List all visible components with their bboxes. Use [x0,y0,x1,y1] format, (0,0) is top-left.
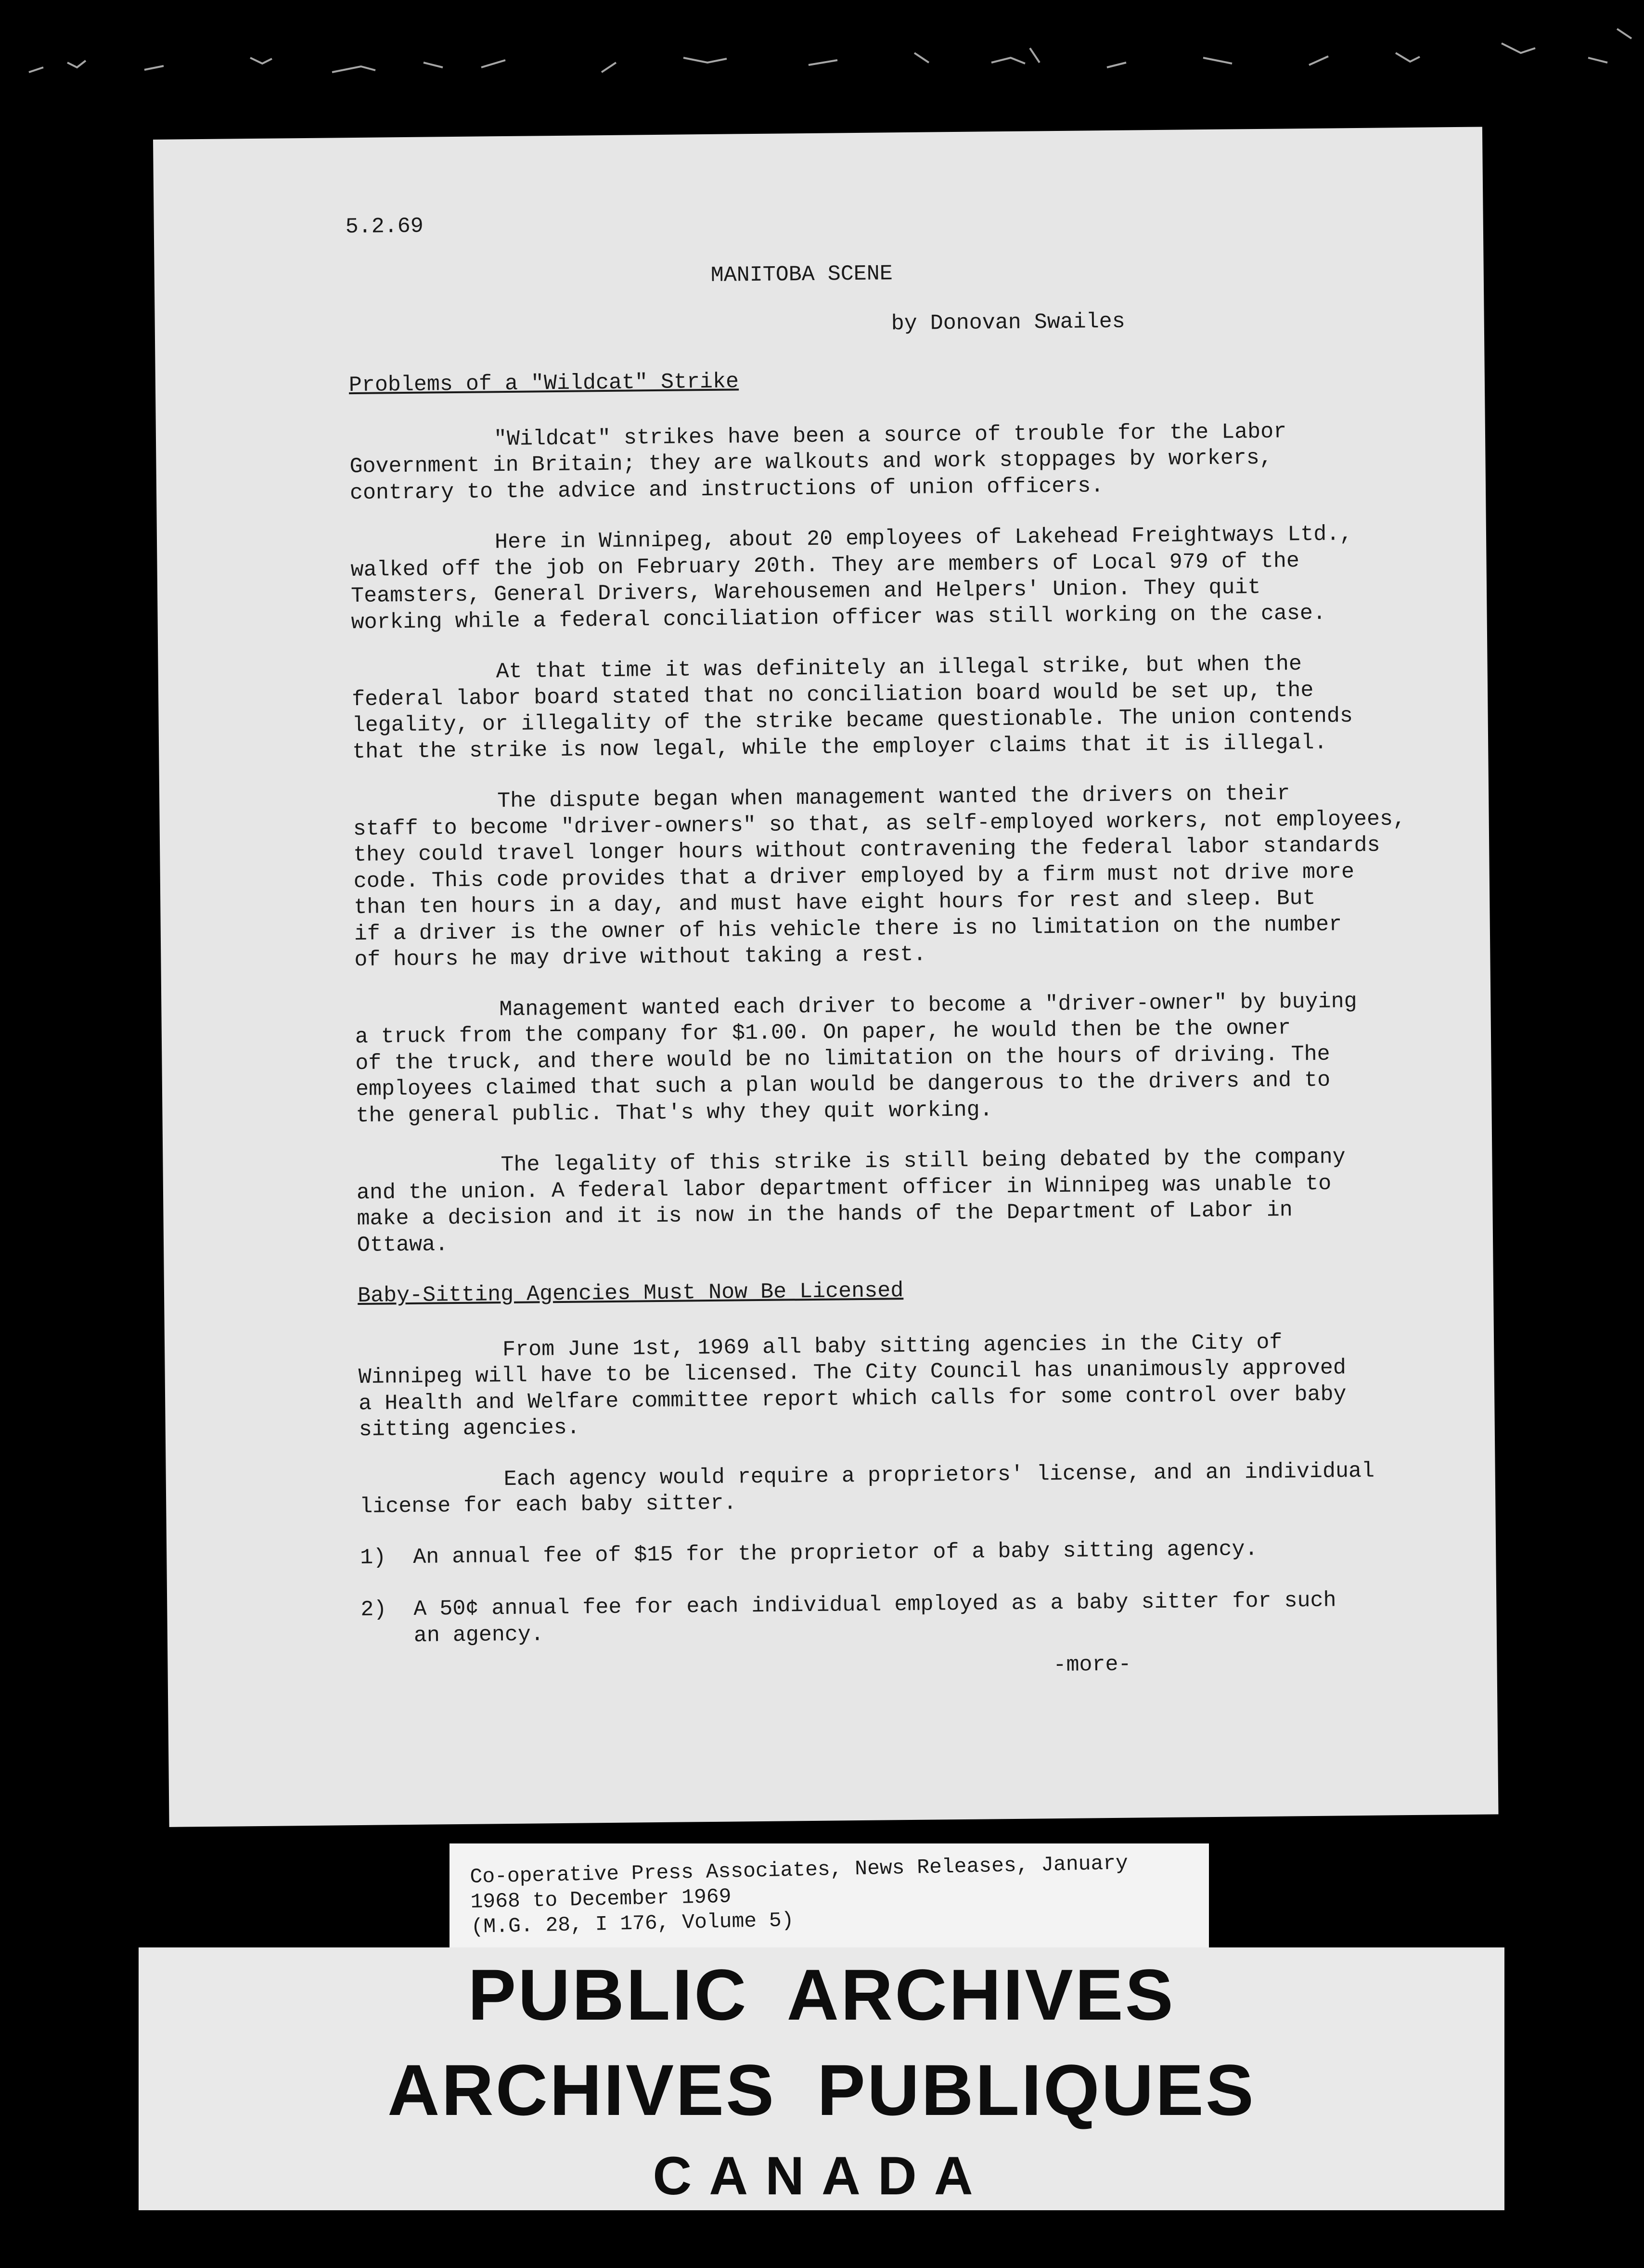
citation-slip [450,1843,1209,1957]
paragraph: "Wildcat" strikes have been a source of trouble for the Labor Government in Britain; they are walkouts and work stoppages by workers, contrary to the advice and instructions of union officers. [349,419,1287,505]
section-heading-baby-sitting: Baby-Sitting Agencies Must Now Be Licensed [357,1278,904,1309]
list-number: 1) [360,1545,386,1570]
document-page [153,127,1499,1827]
list-item [360,1586,1449,1649]
document-body [349,362,1449,1675]
list-item [360,1534,1448,1571]
citation-text: Co-operative Press Associates, News Releases, January 1968 to December 1969 (M.G. 28, I 176, Volume 5) [470,1851,1129,1939]
list-text: A 50¢ annual fee for each individual employed as a baby sitter for such an agency. [413,1588,1336,1648]
list-number: 2) [360,1597,387,1622]
archives-label [139,1947,1504,2210]
more-marker: -more- [1053,1652,1131,1678]
scan-edge-noise [0,0,1644,116]
archives-line-english: PUBLIC ARCHIVES [468,1954,1175,2035]
paragraph: Management wanted each driver to become a "driver-owner" by buying a truck from the company for $1.00. On paper, he would then be the owner of the truck, and there would be no limitation on the hours of driving. The employees claimed that such a plan would be dangerous to the drivers and to the general public. That's why they quit working. [355,989,1357,1128]
document-title: MANITOBA SCENE [710,261,893,288]
section-heading-wildcat: Problems of a "Wildcat" Strike [348,369,739,398]
document-date: 5.2.69 [345,214,424,240]
archives-line-french: ARCHIVES PUBLIQUES [387,2049,1256,2130]
archives-line-country: CANADA [653,2146,990,2206]
paragraph: From June 1st, 1969 all baby sitting agencies in the City of Winnipeg will have to be licensed. The City Council has unanimously approved a Health and Welfare committee report which calls for some control over baby sitting agencies. [358,1330,1347,1443]
document-byline: by Donovan Swailes [891,309,1126,336]
paragraph: The legality of this strike is still being debated by the company and the union. A federal labor department officer in Winnipeg was unable to make a decision and it is now in the hands of the Department of Labor in Ottawa. [356,1145,1346,1258]
paragraph: Here in Winnipeg, about 20 employees of Lakehead Freightways Ltd., walked off the job on February 20th. They are members of Local 979 of the Teamsters, General Drivers, Warehousemen and Helpers' Union. They quit working while a federal conciliation officer was still working on the case. [350,522,1353,635]
list-text: An annual fee of $15 for the proprietor of a baby sitting agency. [413,1536,1258,1570]
paragraph: Each agency would require a proprietors' license, and an individual license for each baby sitter. [360,1458,1375,1520]
paragraph: The dispute began when management wanted the drivers on their staff to become "driver-owners" so that, as self-employed workers, not employees, they could travel longer hours without contravening the federal labor standards code. This code provides that a driver employed by a firm must not drive more than ten hours in a day, and must have eight hours for rest and sleep. But if a driver is the owner of his vehicle there is no limitation on the number of hours he may drive without taking a rest. [353,781,1406,973]
paragraph: At that time it was definitely an illegal strike, but when the federal labor board stated that no conciliation board would be set up, the legality, or illegality of the strike became questionable. The union contends that the strike is now legal, while the employer claims that it is illegal. [351,652,1353,764]
